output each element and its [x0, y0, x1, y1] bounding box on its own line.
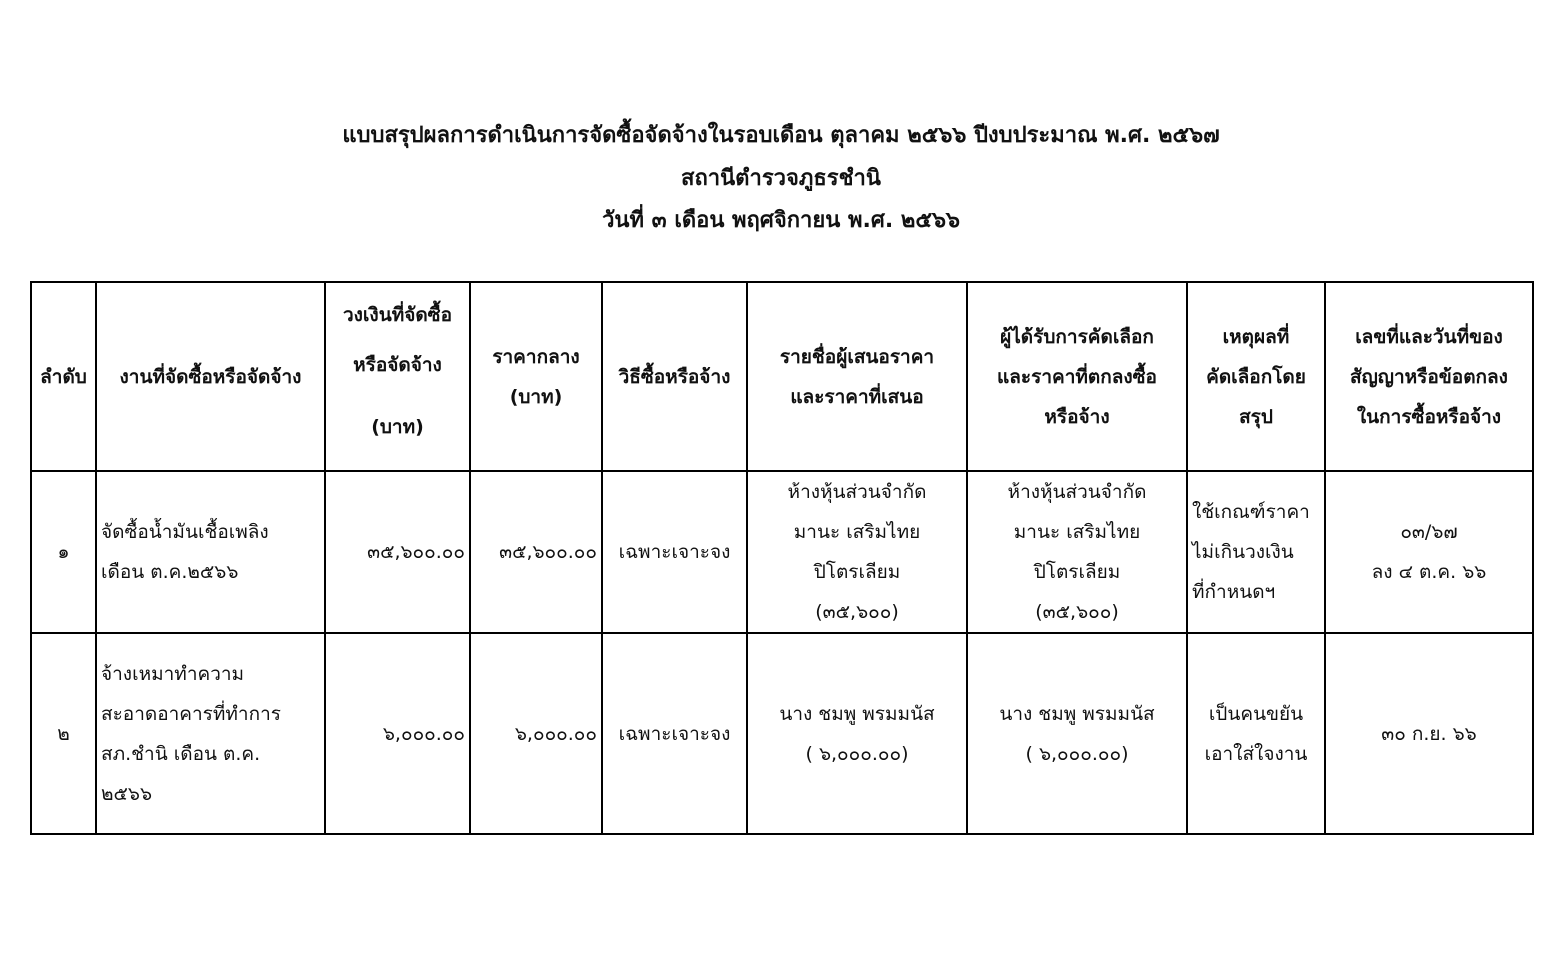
cell-median-price: ๖,๐๐๐.๐๐: [470, 633, 602, 834]
column-header-budget-line: หรือจัดจ้าง: [353, 353, 442, 376]
cell-selected-line: (๓๕,๖๐๐): [1035, 601, 1119, 623]
cell-contract-line: ลง ๔ ต.ค. ๖๖: [1371, 561, 1487, 583]
cell-median-price: ๓๕,๖๐๐.๐๐: [470, 471, 602, 633]
cell-bidders-line: ปิโตรเลียม: [813, 561, 901, 583]
cell-work-line: ๒๕๖๖: [101, 782, 153, 805]
cell-work: [96, 471, 325, 633]
cell-contract-line: ๐๓/๖๗: [1400, 521, 1458, 543]
cell-reason-line: ไม่เกินวงเงิน: [1192, 541, 1294, 563]
cell-bidders: [747, 633, 967, 834]
cell-work-line: จัดซื้อน้ำมันเชื้อเพลิง: [101, 521, 269, 543]
cell-bidders-line: นาง ชมพู พรมมนัส: [779, 702, 935, 725]
cell-contract-line: ๓๐ ก.ย. ๖๖: [1381, 722, 1477, 745]
report-title: แบบสรุปผลการดำเนินการจัดซื้อจัดจ้างในรอบเดือน ตุลาคม ๒๕๖๖ ปีงบประมาณ พ.ศ. ๒๕๖๗: [342, 123, 1220, 148]
column-header-bidders-line: รายชื่อผู้เสนอราคา: [779, 345, 935, 368]
column-header-median-price-line: ราคากลาง: [492, 345, 580, 368]
cell-selected-line: ( ๖,๐๐๐.๐๐): [1025, 742, 1129, 765]
cell-budget: ๖,๐๐๐.๐๐: [325, 633, 470, 834]
column-header-bidders: [747, 282, 967, 471]
column-header-budget: [325, 282, 470, 471]
column-header-work: [96, 282, 325, 471]
report-date: วันที่ ๓ เดือน พฤศจิกายน พ.ศ. ๒๕๖๖: [602, 208, 960, 233]
column-header-method-line: วิธีซื้อหรือจ้าง: [618, 365, 731, 388]
table-header-row: [31, 282, 1533, 471]
column-header-method: [602, 282, 747, 471]
table-row: [31, 471, 1533, 633]
table-row: [31, 633, 1533, 834]
cell-reason-line: ใช้เกณฑ์ราคา: [1192, 501, 1310, 523]
column-header-budget-line: วงเงินที่จัดซื้อ: [342, 303, 452, 326]
cell-reason-line: เป็นคนขยัน: [1208, 702, 1304, 725]
cell-work-line: เดือน ต.ค.๒๕๖๖: [101, 561, 239, 583]
column-header-reason: [1187, 282, 1325, 471]
cell-method: เฉพาะเจาะจง: [602, 633, 747, 834]
cell-reason: [1187, 633, 1325, 834]
cell-work-line: สะอาดอาคารที่ทำการ: [101, 702, 281, 725]
cell-work: [96, 633, 325, 834]
column-header-median-price-line: (บาท): [509, 385, 563, 408]
column-header-budget-line: (บาท): [371, 415, 424, 438]
column-header-selected: [967, 282, 1187, 471]
column-header-contract-line: ในการซื้อหรือจ้าง: [1356, 405, 1502, 428]
cell-selected-line: นาง ชมพู พรมมนัส: [999, 702, 1155, 725]
organization-name: สถานีตำรวจภูธรชำนิ: [681, 166, 881, 191]
column-header-reason-line: สรุป: [1239, 405, 1273, 428]
column-header-work-line: งานที่จัดซื้อหรือจัดจ้าง: [119, 365, 302, 388]
cell-contract: [1325, 471, 1533, 633]
cell-selected-line: ห้างหุ้นส่วนจำกัด: [1007, 481, 1147, 503]
cell-reason-line: เอาใส่ใจงาน: [1204, 742, 1308, 765]
column-header-contract: [1325, 282, 1533, 471]
cell-no: ๒: [31, 633, 96, 834]
column-header-median-price: [470, 282, 602, 471]
cell-no: ๑: [31, 471, 96, 633]
cell-selected: [967, 633, 1187, 834]
column-header-selected-line: หรือจ้าง: [1044, 405, 1110, 428]
cell-work-line: สภ.ชำนิ เดือน ต.ค.: [101, 742, 261, 765]
cell-work-line: จ้างเหมาทำความ: [101, 662, 245, 685]
cell-method: เฉพาะเจาะจง: [602, 471, 747, 633]
column-header-reason-line: คัดเลือกโดย: [1206, 365, 1306, 388]
column-header-selected-line: และราคาที่ตกลงซื้อ: [997, 365, 1157, 388]
procurement-summary-table: [30, 281, 1534, 835]
cell-bidders-line: ห้างหุ้นส่วนจำกัด: [787, 481, 927, 503]
cell-bidders-line: มานะ เสริมไทย: [793, 521, 921, 543]
cell-bidders: [747, 471, 967, 633]
cell-selected-line: มานะ เสริมไทย: [1013, 521, 1141, 543]
cell-bidders-line: (๓๕,๖๐๐): [815, 601, 899, 623]
cell-reason: [1187, 471, 1325, 633]
cell-budget: ๓๕,๖๐๐.๐๐: [325, 471, 470, 633]
column-header-bidders-line: และราคาที่เสนอ: [790, 385, 924, 408]
column-header-contract-line: เลขที่และวันที่ของ: [1355, 325, 1503, 348]
column-header-no: [31, 282, 96, 471]
cell-bidders-line: ( ๖,๐๐๐.๐๐): [805, 742, 909, 765]
cell-reason-line: ที่กำหนดฯ: [1192, 581, 1276, 603]
cell-selected-line: ปิโตรเลียม: [1033, 561, 1121, 583]
cell-contract: [1325, 633, 1533, 834]
column-header-selected-line: ผู้ได้รับการคัดเลือก: [1000, 325, 1154, 348]
column-header-reason-line: เหตุผลที่: [1222, 325, 1290, 348]
cell-selected: [967, 471, 1187, 633]
column-header-no-line: ลำดับ: [40, 365, 87, 388]
column-header-contract-line: สัญญาหรือข้อตกลง: [1350, 365, 1508, 388]
